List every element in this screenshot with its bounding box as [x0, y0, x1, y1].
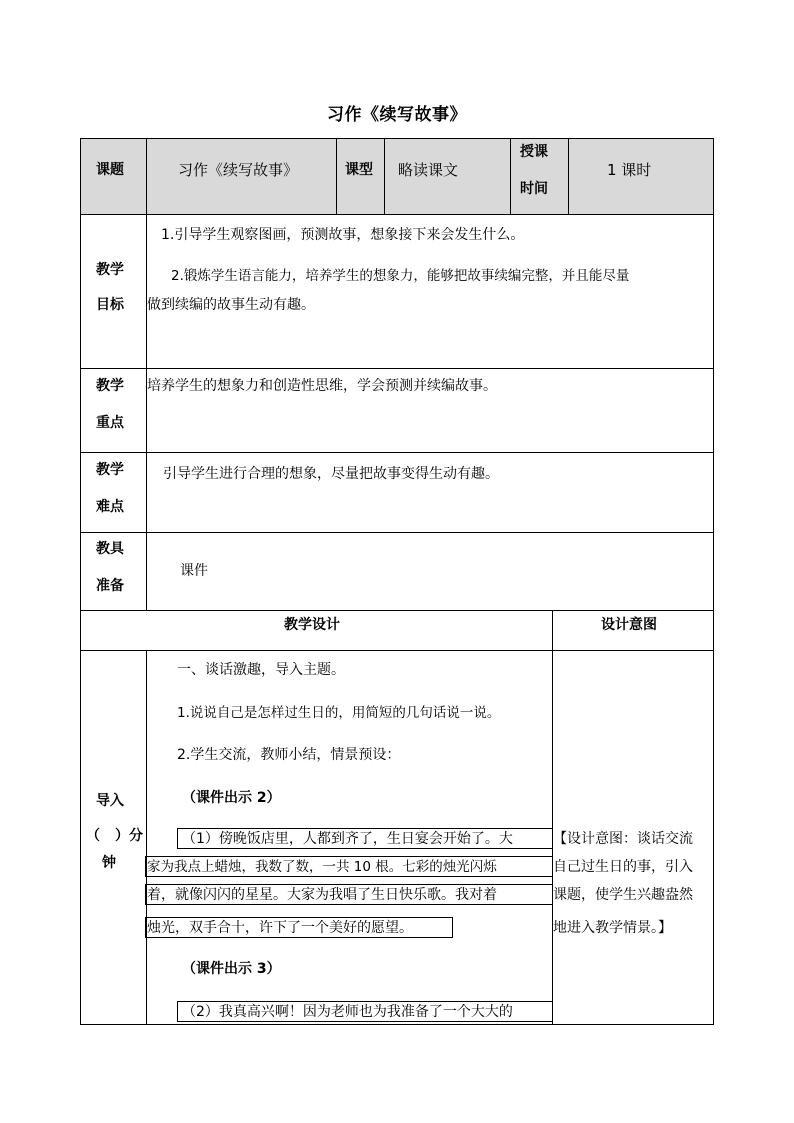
header-label-topic: 课题 [96, 162, 124, 178]
key-points-label-2: 重点 [96, 415, 124, 431]
intro-p2: 1.说说自己是怎样过生日的，用简短的几句话说一说。 [177, 705, 501, 721]
goals-line-3: 做到续编的故事生动有趣。 [147, 297, 315, 313]
slide3-line1: （2）我真高兴啊！因为老师也为我准备了一个大大的 [182, 1004, 513, 1020]
goals-line-1: 1.引导学生观察图画，预测故事，想象接下来会发生什么。 [161, 227, 525, 243]
difficulties-label-1: 教学 [96, 462, 124, 478]
header-label-time-2: 时间 [520, 181, 548, 197]
intro-label-2a: （ [86, 828, 100, 844]
intent-heading: 设计意图 [601, 617, 657, 633]
intent-line-3: 课题，使学生兴趣盎然 [553, 887, 693, 903]
grid-line [80, 138, 81, 1025]
slide2-line1: （1）傍晚饭店里，人都到齐了，生日宴会开始了。大 [182, 831, 513, 847]
goals-line-2: 2.锻炼学生语言能力，培养学生的想象力，能够把故事续编完整，并且能尽量 [171, 268, 630, 284]
grid-line [80, 214, 714, 215]
header-value-type: 略读课文 [398, 161, 459, 179]
grid-line [80, 650, 714, 651]
grid-line [146, 138, 147, 610]
intro-p3: 2.学生交流，教师小结，情景预设： [177, 747, 401, 763]
slide2-line4: 烛光，双手合十，许下了一个美好的愿望。 [147, 920, 413, 936]
materials-text: 课件 [180, 563, 208, 579]
key-points-text: 培养学生的想象力和创造性思维，学会预测并续编故事。 [147, 378, 497, 394]
grid-line [80, 532, 714, 533]
grid-line [80, 138, 714, 139]
grid-line [80, 610, 714, 611]
intent-line-2: 自己过生日的事，引入 [553, 859, 693, 875]
page-title: 习作《续写故事》 [327, 105, 467, 125]
grid-line [510, 138, 511, 214]
grid-line [568, 138, 569, 214]
grid-line [80, 1024, 714, 1025]
intro-p1: 一、谈话激趣，导入主题。 [177, 662, 345, 678]
materials-label-1: 教具 [96, 541, 124, 557]
materials-label-2: 准备 [96, 578, 124, 594]
intent-line-1: 【设计意图：谈话交流 [553, 831, 693, 847]
header-label-time-1: 授课 [520, 144, 548, 160]
difficulties-label-2: 难点 [96, 499, 124, 515]
grid-line [552, 610, 553, 1024]
intent-line-4: 地进入教学情景。】 [553, 920, 672, 936]
intro-label-1: 导入 [96, 793, 124, 809]
intro-show3: （课件出示 3） [182, 961, 281, 977]
header-label-type: 课型 [345, 162, 373, 178]
header-value-topic: 习作《续写故事》 [178, 161, 299, 179]
grid-line [146, 650, 147, 1024]
header-value-time: 1 课时 [607, 161, 652, 179]
difficulties-text: 引导学生进行合理的想象，尽量把故事变得生动有趣。 [163, 466, 499, 482]
intro-label-2b: ）分 [115, 828, 143, 844]
slide2-line2: 家为我点上蜡烛，我数了数，一共 10 根。七彩的烛光闪烁 [147, 859, 497, 875]
grid-line [713, 138, 714, 1025]
slide2-line3: 着，就像闪闪的星星。大家为我唱了生日快乐歌。我对着 [147, 887, 497, 903]
grid-line [80, 368, 714, 369]
grid-line [336, 138, 337, 214]
key-points-label-1: 教学 [96, 378, 124, 394]
grid-line [80, 452, 714, 453]
goals-label-2: 目标 [96, 297, 124, 313]
goals-label-1: 教学 [96, 262, 124, 278]
grid-line [384, 138, 385, 214]
intro-label-3: 钟 [102, 855, 116, 871]
design-heading: 教学设计 [284, 617, 340, 633]
intro-show2: （课件出示 2） [182, 790, 281, 806]
